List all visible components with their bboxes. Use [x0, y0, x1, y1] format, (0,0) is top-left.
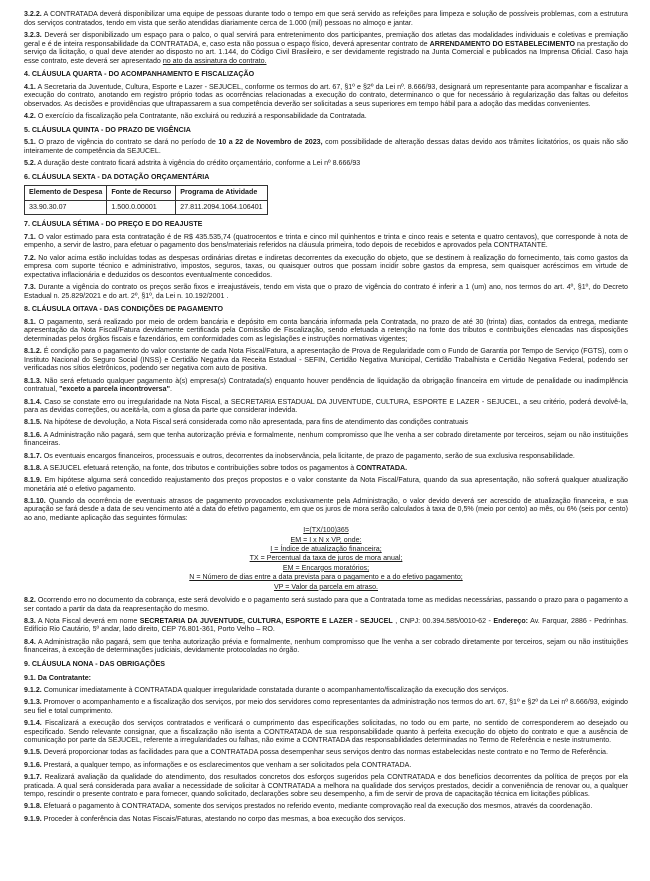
- clause-paragraph: [24, 802, 628, 811]
- clause-number: 8.2.: [24, 595, 36, 604]
- clause-paragraph: [24, 377, 628, 394]
- clause-paragraph: [24, 476, 628, 493]
- clause-paragraph: [24, 418, 628, 427]
- clause-text: A CONTRATADA deverá disponibilizar uma equipe de pessoas durante todo o tempo em que será servido as refeições para limpeza e solução de possíveis problemas, com a estrutura dos serviços contratados, tendo em vista que serão atendidas diariamente cerca de 1.000 (mil) pessoas no almoço e jantar.: [24, 10, 628, 27]
- clause-paragraph: [24, 254, 628, 280]
- table-cell-element: 33.90.30.07: [25, 200, 107, 215]
- clause-number: 4.2.: [24, 112, 36, 121]
- clause-number: 8.4.: [24, 637, 36, 646]
- clause-number: 10 a 22 de Novembro de 2023,: [218, 138, 323, 147]
- clause-paragraph: [24, 719, 628, 745]
- formula-line: VP = Valor da parcela em atraso.: [273, 582, 379, 591]
- clause-text: Caso se constate erro ou irregularidade na Nota Fiscal, a SECRETARIA ESTADUAL DA JUVENTUDE, CULTURA, ESPORTE E LAZER - SEJUCEL, a seu critério, poderá devolvê-la, para as devidas correções, ou aceitá-la, com a glosa da parte que considerar indevida.: [24, 397, 628, 415]
- clause-number: 8.1.2.: [24, 347, 42, 356]
- clause-number: 8.3.: [24, 616, 36, 625]
- clause-paragraph: [24, 698, 628, 715]
- clause-paragraph: [24, 497, 628, 523]
- clause-text: O exercício da fiscalização pela Contratante, não excluirá ou reduzirá a responsabilidade da Contratada.: [35, 112, 367, 121]
- clause-text: Em hipótese alguma será concedido reajustamento dos preços propostos e o valor constante da Nota Fiscal/Fatura, quando da sua apresentação, não sofrerá qualquer atualização monetária até o efetivo pagamento.: [24, 475, 628, 493]
- clause-number: 7.1.: [24, 232, 36, 241]
- clause-text: É condição para o pagamento do valor constante de cada Nota Fiscal/Fatura, a apresentação de Prova de Regularidade com o Fundo de Garantia por Tempo de Serviço (FGTS), com o Instituto Nacional do Seguro Social (INSS) e Certidão Negativa da Receita Estadual - SEFIN, Certidão Negativa Municipal, Certidão Trabalhista e Certidão Negativa Federal, podendo ser verificadas nos sítios eletrônicos, podendo ser negativa com auto de positiva.: [24, 347, 628, 373]
- clause-text: O prazo de vigência do contrato se dará no período de: [35, 138, 219, 147]
- formula-line: I=(TX/100)365: [303, 526, 349, 535]
- clause-heading: 4. CLÁUSULA QUARTA - DO ACOMPANHAMENTO E FISCALIZAÇÃO: [24, 70, 255, 79]
- clause-heading: 9. CLÁUSULA NONA - DAS OBRIGAÇÕES: [24, 659, 165, 668]
- clause-text: A Administração não pagará, sem que tenha autorização prévia e formalmente, nenhum compromisso que lhe venha a ser cobrado diretamente por terceiros, sejam ou não instituições financeiras.: [24, 430, 628, 448]
- clause-paragraph: [24, 686, 628, 695]
- clause-number: 4.1.: [24, 82, 36, 91]
- clause-number: 8.1.4.: [24, 397, 42, 406]
- clause-number: 7.2.: [24, 253, 36, 262]
- clause-text: A Secretaria da Juventude, Cultura, Esporte e Lazer - SEJUCEL, conforme os termos do art. 67, §1º e §2º da Lei nº. 8.666/93, designará um representante para acompanhar e fiscalizar a execução do contrato, anotando em registro próprio todas as ocorrências relacionadas a execução do contrato, determinanco o que for necessário à regularização das faltas ou defeitos observados. As decisões e providências que ultrapassarem a sua competência deverão ser solicitadas a seus superiores em tempo hábil para a adoção das medidas convenientes.: [24, 82, 628, 108]
- clause-number: 9.1.8.: [24, 802, 42, 811]
- clause-paragraph: [24, 815, 628, 824]
- clause-paragraph: [24, 233, 628, 250]
- clause-number: 8.1.3.: [24, 376, 42, 385]
- clause-text: A Administração não pagará, sem que tenha autorização prévia e formalmente, nenhum compromisso que lhe venha a ser cobrado diretamente por terceiros, sejam ou não instituições financeiras, à exceção de determinações judiciais, devidamente protocoladas no órgão.: [24, 637, 628, 655]
- clause-text: Av. Farquar, 2886 - Pedrinhas. Edifício Rio Cautário, 5º andar, lado direito, CEP 76.801-361, Porto Velho – RO.: [24, 616, 628, 634]
- clause-paragraph: [24, 773, 628, 799]
- clause-number: 5.2.: [24, 158, 36, 167]
- clause-paragraph: [24, 112, 628, 121]
- clause-text: Comunicar imediatamente à CONTRATADA qualquer irregularidade constatada durante o acompanhamento/fiscalização da execução dos serviços.: [41, 685, 509, 694]
- clause-paragraph: [24, 347, 628, 373]
- clause-heading: 7. CLÁUSULA SÉTIMA - DO PREÇO E DO REAJUSTE: [24, 220, 203, 229]
- clause-paragraph: [24, 159, 628, 168]
- clause-number: 9.1.3.: [24, 698, 42, 707]
- formula-line: TX = Percentual da taxa de juros de mora anual;: [249, 554, 403, 563]
- clause-heading: 9.1. Da Contratante:: [24, 673, 92, 682]
- clause-number: 5.1.: [24, 138, 36, 147]
- clause-paragraph: [24, 398, 628, 415]
- clause-text: Não será efetuado qualquer pagamento à(s) empresa(s) Contratada(s) enquanto houver pendência de liquidação da obrigação financeira em virtude de penalidade ou inadimplência contratual,: [24, 376, 628, 394]
- clause-paragraph: [24, 318, 628, 344]
- clause-text: Os eventuais encargos financeiros, processuais e outros, decorrentes da inobservância, pela licitante, de prazo de pagamento, serão de sua exclusiva responsabilidade.: [41, 451, 575, 460]
- clause-text: Fiscalizará a execução dos serviços contratados e verificará o cumprimento das especificações solicitadas, no todo ou em parte, no sentido de corresponderem ao desejado ou especificado. Sendo relevante consignar, que a fiscalização não isenta a CONTRATADA de sua responsabilidade quanto à perfeita execução do objeto do contrato e que a ausência de comunicação por parte da SEJUCEL, referente a irregularidades ou falhas, não exime a CONTRATADA das responsabilidades determinadas no Termo de Referência e neste instrumento.: [24, 718, 628, 745]
- clause-text: Quando da ocorrência de eventuais atrasos de pagamento provocados exclusivamente pela Administração, o valor devido deverá ser acrescido de atualização financeira, e sua apuração se fará desde a data de seu vencimento até a data do efetivo pagamento, em que os juros de mora serão calculados à taxa de 0,5% (meio por cento) ao mês, ou 6% (seis por cento) ao ano, mediante aplicação das seguintes fórmulas:: [24, 496, 628, 523]
- clause-text: A duração deste contrato ficará adstrita à vigência do crédito orçamentário, conforme a Lei nº 8.666/93: [35, 158, 361, 167]
- contract-section-c: [24, 596, 628, 823]
- clause-paragraph: [24, 431, 628, 448]
- clause-text: Efetuará o pagamento à CONTRATADA, somente dos serviços prestados no referido evento, mediante comprovação real da execução dos mesmos, através da coordenação.: [41, 802, 593, 811]
- clause-text: Proceder à conferência das Notas Fiscais/Faturas, atestando no corpo das mesmas, a boa execução dos serviços.: [41, 814, 406, 823]
- clause-heading: 5. CLÁUSULA QUINTA - DO PRAZO DE VIGÊNCIA: [24, 125, 191, 134]
- clause-number: 3.2.3.: [24, 30, 42, 39]
- clause-text: A SEJUCEL efetuará retenção, na fonte, dos tributos e contribuições sobre todos os pagamentos à: [41, 463, 357, 472]
- clause-number: 3.2.2.: [24, 10, 42, 18]
- table-cell-program: 27.811.2094.1064.106401: [176, 200, 267, 215]
- clause-number: SECRETARIA DA JUVENTUDE, CULTURA, ESPORTE E LAZER - SEJUCEL: [139, 616, 393, 625]
- clause-text: O pagamento, será realizado por meio de ordem bancária e depósito em conta bancária informada pela Contratada, no prazo de até 30 (trinta) dias, contados da entrega, mediante apresentação da Nota Fiscal/Fatura devidamente certificada pela Comissão de Fiscalização, sendo efetuada a retenção na fonte dos tributos e contribuições elencadas nas disposições determinadas pelos órgãos fiscais e fazendários, em conformidades com as legislações e instruções normativas vigentes;: [24, 317, 628, 343]
- clause-text: No valor acima estão incluídas todas as despesas ordinárias diretas e indiretas decorrentes da execução do objeto, que se destinem à realização do fornecimento, tais como gastos da empresa com suporte técnico e administrativo, impostos, seguros, taxas, ou quaisquer outros que possam incidir sobre gastos da empresa, sem quaisquer acréscimos em virtude de expectativa inflacionária e deduzidos os descontos eventualmente concedidos.: [24, 253, 628, 279]
- clause-text: .: [169, 385, 172, 394]
- clause-number: 9.1.2.: [24, 685, 42, 694]
- clause-text: na prestação do serviço da licitação, o qual deve atender ao disposto no art. 1.144, do Código Civil Brasileiro, e ser devidamente registrado na Junta Comercial e publicados na Imprensa Oficial. Caso haja esse contrato, este deverá ser apresentado: [24, 39, 628, 65]
- contract-section-b: [24, 220, 628, 522]
- clause-paragraph: [24, 31, 628, 66]
- clause-number: 9.1.7.: [24, 772, 42, 781]
- clause-number: 8.1.10.: [24, 496, 46, 505]
- table-row: [25, 200, 268, 215]
- clause-text: Durante a vigência do contrato os preços serão fixos e irreajustáveis, tendo em vista que o prazo de vigência do contrato é inferir a 1 (um) ano, nos termos do art. 4º, §1º, do Decreto Estadual n. 25.829/2021 e do art. 2º, §1º, da Lei n. 10.192/2001 .: [24, 283, 628, 300]
- budget-allocation-table: [24, 185, 268, 216]
- clause-text: A Nota Fiscal deverá em nome: [35, 616, 140, 625]
- clause-text: , CNPJ: 00.394.585/0010-62 -: [392, 616, 494, 625]
- clause-paragraph: [24, 464, 628, 473]
- clause-paragraph: [24, 452, 628, 461]
- clause-text: com possibilidade de alteração dessas datas devido aos trâmites licitatórios, os quais não são inteiramente de competência da SEJUCEL.: [24, 138, 628, 155]
- clause-number: 8.1.6.: [24, 430, 42, 439]
- clause-text: Deverá proporcionar todas as facilidades para que a CONTRATADA possa desempenhar seus serviços dentro das normas estabelecidas neste contrato e no Termo de Referência.: [41, 748, 608, 757]
- clause-number: 9.1.5.: [24, 748, 42, 757]
- clause-number: 9.1.4.: [24, 718, 42, 727]
- clause-heading: 8. CLÁUSULA OITAVA - DAS CONDIÇÕES DE PAGAMENTO: [24, 305, 224, 314]
- clause-number: 9.1.9.: [24, 814, 42, 823]
- clause-number: 9.1.6.: [24, 760, 42, 769]
- clause-text: Deverá ser disponibilizado um espaço para o palco, o qual servirá para entretenimento dos participantes, premiação dos atletas das modalidades individuais e coletivas e premiação geral e é de inteira responsabilidade da CONTRATADA, e, caso esta não possua o espaço físico, deverá apresentar contrato de: [24, 30, 628, 48]
- clause-number: 8.1.9.: [24, 475, 42, 484]
- clause-text: Realizará avaliação da qualidade do atendimento, dos resultados concretos dos esforços sugeridos pela CONTRATADA e dos benefícios decorrentes da política de preços por ela praticada. A qual será considerada para avaliar a necessidade de solicitar à CONTRATADA a melhora na qualidade dos serviços prestados, decidir a conveniência de renovar ou, a qualquer tempo, rescindir o presente contrato e para fornecer, quando solicitado, declarações sobre seu desempenho, a fim de servir de prova de capacitação técnica em licitações públicas.: [24, 772, 628, 799]
- clause-text: Na hipótese de devolução, a Nota Fiscal será considerada como não apresentada, para fins de atendimento das condições contratuais: [41, 418, 469, 427]
- clause-number: 8.1.: [24, 317, 36, 326]
- clause-number: 8.1.5.: [24, 418, 42, 427]
- clause-heading: 6. CLÁUSULA SEXTA - DA DOTAÇÃO ORÇAMENTÁRIA: [24, 172, 210, 181]
- clause-text: Prestará, a qualquer tempo, as informações e os esclarecimentos que venham a ser solicitados pela CONTRATADA.: [41, 760, 412, 769]
- clause-number: 8.1.8.: [24, 463, 42, 472]
- table-header-element: Elemento de Despesa: [25, 185, 107, 200]
- contract-section-a: [24, 10, 628, 181]
- clause-text: Promover o acompanhamento e a fiscalização dos serviços, por meio dos servidores como representantes da administração nos termos do art. 67, §1º e §2º da Lei nº 8.666/93, exigindo seu fiel e total cumprimento.: [24, 698, 628, 715]
- clause-text: Ocorrendo erro no documento da cobrança, este será devolvido e o pagamento será sustado para que a Contratada tome as medidas necessárias, passando o prazo para o pagamento a ser contado a partir da data da reapresentação do mesmo.: [24, 595, 628, 613]
- table-header-program: Programa de Atividade: [176, 185, 267, 200]
- clause-paragraph: [24, 617, 628, 634]
- clause-number: Endereço:: [493, 616, 529, 625]
- clause-paragraph: [24, 283, 628, 300]
- clause-number: 7.3.: [24, 283, 36, 292]
- clause-number: "exceto a parcela incontroversa": [59, 385, 170, 394]
- clause-number: 8.1.7.: [24, 451, 42, 460]
- clause-paragraph: [24, 83, 628, 109]
- clause-text: O valor estimado para esta contratação é de R$ 435.535,74 (quatrocentos e trinta e cinco mil quinhentos e trinta e cinco reais e setenta e quatro centavos), que corresponde à nota de empenho, a servir de lastro, para efetuar o pagamento dos bens/materiais referidos na cláusula primeira, todo depois de recebidos e aprovados pela CONTRATANTE.: [24, 232, 628, 250]
- clause-paragraph: [24, 138, 628, 155]
- formula-line: EM = Encargos moratórios;: [282, 563, 370, 572]
- interest-formula: [24, 526, 628, 592]
- clause-paragraph: [24, 761, 628, 770]
- formula-line: N = Número de dias entre a data prevista para o pagamento e a do efetivo pagamento;: [189, 573, 463, 582]
- clause-number: CONTRATADA.: [356, 463, 408, 472]
- table-cell-source: 1.500.0.00001: [107, 200, 176, 215]
- clause-paragraph: [24, 596, 628, 613]
- underlined-text: no ato da assinatura do contrato.: [162, 56, 267, 65]
- table-header-source: Fonte de Recurso: [107, 185, 176, 200]
- formula-line: I = Índice de atualização financeira;: [270, 545, 382, 554]
- clause-paragraph: [24, 10, 628, 27]
- clause-paragraph: [24, 748, 628, 757]
- clause-number: ARRENDAMENTO DO ESTABELECIMENTO: [429, 39, 576, 48]
- formula-line: EM = I x N x VP, onde:: [290, 535, 362, 544]
- clause-paragraph: [24, 638, 628, 655]
